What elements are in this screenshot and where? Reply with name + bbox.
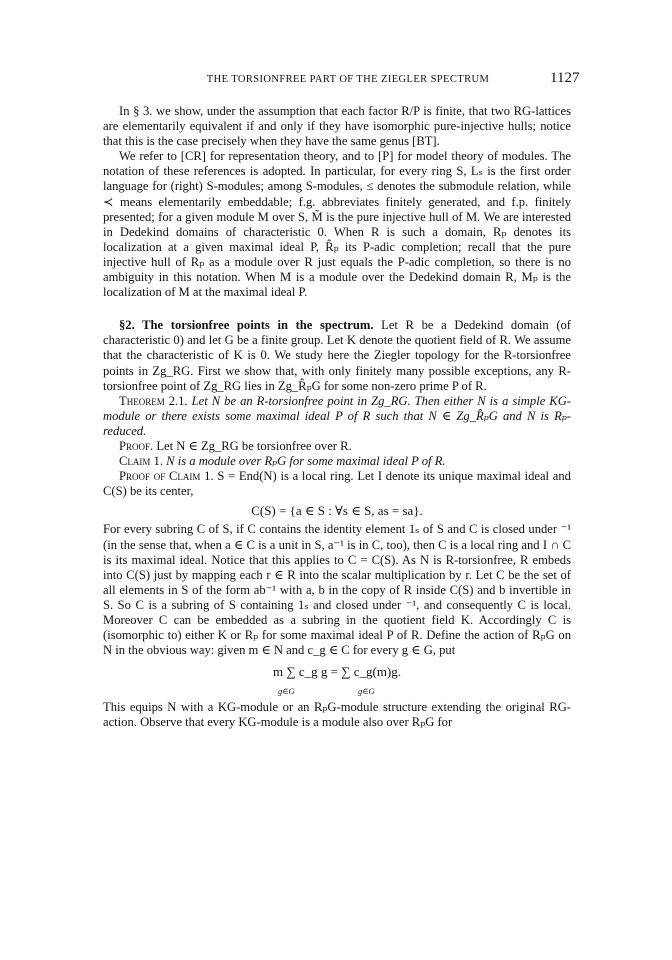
claim-text: N is a module over RₚG for some maximal ideal P of R. — [163, 454, 446, 469]
page-number: 1127 — [550, 70, 580, 86]
claim-label: Claim 1. — [119, 454, 163, 469]
section-2-text: Let R be a Dedekind domain (of characteristic 0) and let G be a finite group. Let K denote the quotient field of R. We assume that the characteristic of K is 0. We study here the Ziegler topology for the R-torsionfree points in Zg_RG. First we show that, with only finitely many possible exceptions, any R-torsionfree point of Zg_RG lies in Zg_R̂ₚG for some non-zero prime P of R. — [103, 318, 571, 393]
action-equation — [103, 660, 571, 698]
proof-of-claim-1 — [103, 469, 571, 499]
center-definition-equation: C(S) = {a ∈ S : ∀s ∈ S, as = sa}. — [251, 503, 423, 519]
paragraph-intro-section3: In § 3. we show, under the assumption that each factor R/P is finite, that two RG-lattices are elementarily equivalent if and only if they have isomorphic pure-injective hulls; notice that this is the case precisely when they have the same genus [BT]. — [103, 104, 571, 149]
proof-text: Let N ∈ Zg_RG be torsionfree over R. — [153, 438, 352, 453]
section-heading: §2. The torsionfree points in the spectrum. — [119, 318, 374, 333]
paragraph-module-structure: This equips N with a KG-module or an RₚG-module structure extending the original RG-action. Observe that every KG-module is a module also over RₚG for — [103, 700, 571, 730]
claim-1 — [103, 454, 571, 469]
body-text — [103, 104, 571, 730]
proof-label: Proof. — [119, 438, 154, 453]
paragraph-subring: For every subring C of S, if C contains the identity element 1ₛ of S and C is closed under ⁻¹ (in the sense that, when a ∈ C is a unit in S, a⁻¹ is in C, too), then C is a local ring and I ∩ C is its maximal ideal. Notice that this applies to C = C(S). As N is R-torsionfree, R embeds into C(S) just by mapping each r ∈ R into the scalar multiplication by r. Let C be the set of all elements in S of the form ab⁻¹ with a, b in the copy of R inside C(S) and b invertible in S. So C is a subring of S containing 1ₛ and closed under ⁻¹, and consequently C is local. Moreover C can be embedded as a subring in the quotient field K. Accordingly C is (isomorphic to) either K or Rₚ for some maximal ideal P of R. Define the action of RₚG on N in the obvious way: given m ∈ N and c_g ∈ C for every g ∈ G, put — [103, 522, 571, 658]
paragraph-references: We refer to [CR] for representation theory, and to [P] for model theory of modules. The notation of these references is adopted. In particular, for every ring S, Lₛ is the first order language for (right) S-modules; among S-modules, ≤ denotes the submodule relation, while ≺ means elementarily embeddable; f.g. abbreviates finitely generated, and f.p. finitely presented; for a given module M over S, M̃ is the pure injective hull of M. We are interested in Dedekind domains of characteristic 0. When R is such a domain, Rₚ denotes its localization at a given maximal ideal P, R̂ₚ its P-adic completion; recall that the pure injective hull of Rₚ as a module over R just equals the P-adic completion, so there is no ambiguity in this notation. When M is a module over the Dedekind domain R, Mₚ is the localization of M at the maximal ideal P. — [103, 149, 571, 300]
theorem-2-1 — [103, 394, 571, 439]
proof-claim-text: S = End(N) is a local ring. Let I denote its unique maximal ideal and C(S) be its center, — [103, 469, 571, 499]
proof — [103, 439, 571, 454]
sum-index-left: g∈G — [278, 686, 295, 697]
running-title: THE TORSIONFREE PART OF THE ZIEGLER SPECTRUM — [206, 74, 490, 85]
action-equation-line: m ∑ c_g g = ∑ c_g(m)g. — [272, 664, 402, 680]
sum-index-right: g∈G — [358, 686, 375, 697]
theorem-text: Let N be an R-torsionfree point in Zg_RG. Then either N is a simple KG-module or there exists some maximal ideal P of R such that N ∈ Zg_R̂ₚG and N is Rₚ-reduced. — [103, 393, 571, 438]
proof-claim-label: Proof of Claim 1. — [119, 469, 214, 484]
theorem-label: Theorem 2.1. — [119, 393, 188, 408]
section-2-paragraph — [103, 318, 571, 393]
